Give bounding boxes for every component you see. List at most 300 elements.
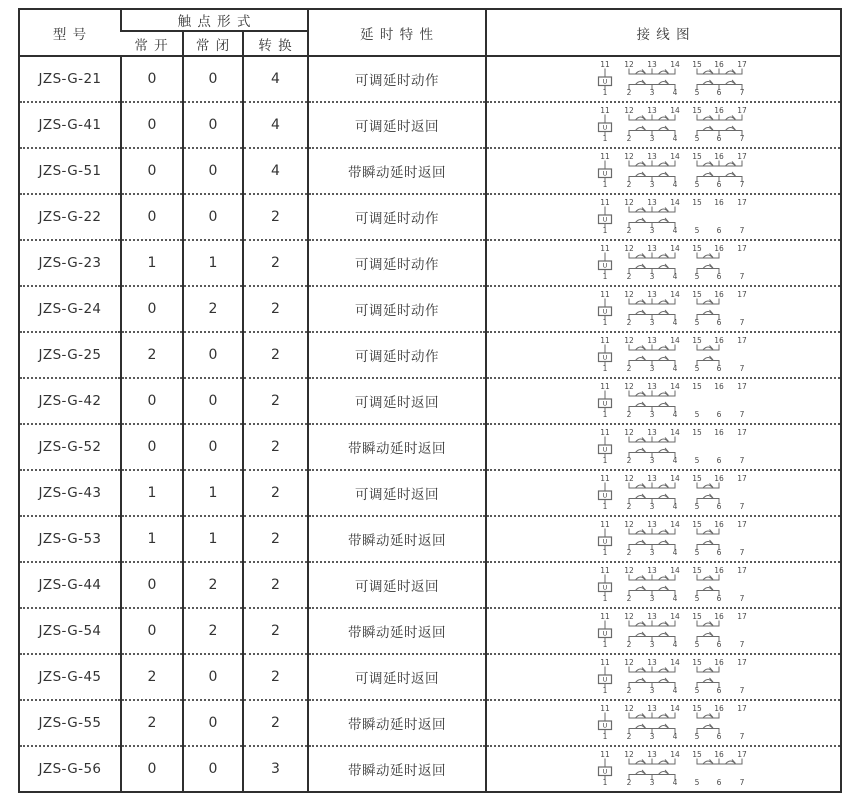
svg-text:17: 17 (737, 566, 747, 575)
svg-text:4: 4 (672, 180, 678, 189)
svg-text:13: 13 (647, 474, 657, 483)
svg-text:U: U (602, 721, 608, 730)
coil-symbol (599, 483, 612, 504)
svg-text:5: 5 (694, 364, 700, 373)
svg-text:6: 6 (716, 456, 722, 465)
svg-text:2: 2 (626, 778, 632, 787)
model-cell: JZS-G-51 (19, 148, 121, 194)
terminal-labels (600, 704, 747, 741)
wiring-diagram-cell (486, 378, 841, 424)
svg-text:15: 15 (692, 474, 702, 483)
svg-text:13: 13 (647, 198, 657, 207)
svg-text:3: 3 (649, 134, 655, 143)
svg-text:2: 2 (626, 88, 632, 97)
svg-text:5: 5 (694, 272, 700, 281)
svg-text:2: 2 (626, 226, 632, 235)
svg-text:7: 7 (739, 732, 745, 741)
svg-text:17: 17 (737, 658, 747, 667)
svg-text:2: 2 (626, 272, 632, 281)
terminal-labels (600, 474, 747, 511)
svg-text:6: 6 (716, 548, 722, 557)
changeover-count: 2 (243, 194, 308, 240)
svg-text:3: 3 (649, 456, 655, 465)
svg-text:6: 6 (716, 732, 722, 741)
delay-characteristic: 带瞬动延时返回 (308, 516, 486, 562)
delay-characteristic: 可调延时返回 (308, 470, 486, 516)
svg-text:U: U (602, 445, 608, 454)
svg-text:16: 16 (714, 382, 724, 391)
wiring-diagram-svg (487, 425, 840, 469)
svg-text:6: 6 (716, 318, 722, 327)
coil-symbol (599, 667, 612, 688)
svg-text:4: 4 (672, 502, 678, 511)
svg-text:2: 2 (626, 640, 632, 649)
svg-text:15: 15 (692, 290, 702, 299)
svg-text:7: 7 (739, 686, 745, 695)
svg-text:13: 13 (647, 428, 657, 437)
svg-text:7: 7 (739, 548, 745, 557)
coil-symbol (599, 253, 612, 274)
svg-text:11: 11 (600, 658, 610, 667)
svg-text:1: 1 (602, 502, 608, 511)
svg-text:6: 6 (716, 502, 722, 511)
svg-text:3: 3 (649, 502, 655, 511)
changeover-count: 4 (243, 102, 308, 148)
svg-text:12: 12 (624, 520, 634, 529)
svg-text:2: 2 (626, 502, 632, 511)
wiring-diagram-cell (486, 470, 841, 516)
svg-text:15: 15 (692, 704, 702, 713)
delay-characteristic: 带瞬动延时返回 (308, 746, 486, 792)
svg-text:15: 15 (692, 382, 702, 391)
svg-text:16: 16 (714, 152, 724, 161)
svg-text:5: 5 (694, 594, 700, 603)
svg-text:1: 1 (602, 272, 608, 281)
svg-text:15: 15 (692, 198, 702, 207)
svg-text:15: 15 (692, 520, 702, 529)
svg-text:11: 11 (600, 290, 610, 299)
model-cell: JZS-G-43 (19, 470, 121, 516)
coil-symbol (599, 161, 612, 182)
svg-text:6: 6 (716, 594, 722, 603)
normally-open-count: 0 (121, 424, 183, 470)
svg-text:7: 7 (739, 272, 745, 281)
svg-text:15: 15 (692, 152, 702, 161)
svg-text:13: 13 (647, 750, 657, 759)
delay-characteristic: 可调延时动作 (308, 240, 486, 286)
svg-text:11: 11 (600, 106, 610, 115)
terminal-labels (600, 60, 747, 97)
model-cell: JZS-G-24 (19, 286, 121, 332)
wiring-diagram-svg (487, 563, 840, 607)
svg-text:6: 6 (716, 180, 722, 189)
svg-text:17: 17 (737, 290, 747, 299)
svg-text:3: 3 (649, 732, 655, 741)
normally-closed-count: 0 (183, 332, 243, 378)
svg-text:14: 14 (670, 750, 680, 759)
svg-text:15: 15 (692, 750, 702, 759)
terminal-labels (600, 152, 747, 189)
normally-closed-count: 0 (183, 700, 243, 746)
svg-text:4: 4 (672, 364, 678, 373)
normally-open-count: 0 (121, 378, 183, 424)
changeover-count: 2 (243, 700, 308, 746)
svg-text:2: 2 (626, 594, 632, 603)
svg-text:14: 14 (670, 474, 680, 483)
terminal-labels (600, 336, 747, 373)
svg-text:12: 12 (624, 152, 634, 161)
delay-characteristic: 带瞬动延时返回 (308, 608, 486, 654)
normally-open-count: 0 (121, 608, 183, 654)
svg-text:3: 3 (649, 594, 655, 603)
wiring-diagram-cell (486, 516, 841, 562)
svg-text:2: 2 (626, 318, 632, 327)
svg-text:13: 13 (647, 612, 657, 621)
svg-text:11: 11 (600, 428, 610, 437)
svg-text:13: 13 (647, 152, 657, 161)
svg-text:U: U (602, 583, 608, 592)
table-row (19, 148, 841, 194)
wiring-diagram-svg (487, 57, 840, 101)
normally-closed-count: 1 (183, 516, 243, 562)
wiring-diagram-svg (487, 333, 840, 377)
svg-text:15: 15 (692, 428, 702, 437)
svg-text:16: 16 (714, 658, 724, 667)
svg-text:7: 7 (739, 134, 745, 143)
svg-text:15: 15 (692, 60, 702, 69)
svg-text:16: 16 (714, 612, 724, 621)
changeover-count: 2 (243, 470, 308, 516)
svg-text:U: U (602, 537, 608, 546)
terminal-labels (600, 566, 747, 603)
wiring-diagram-svg (487, 149, 840, 193)
normally-open-count: 0 (121, 56, 183, 102)
header-changeover: 转 换 (243, 31, 308, 56)
svg-text:14: 14 (670, 152, 680, 161)
svg-text:6: 6 (716, 410, 722, 419)
normally-open-count: 2 (121, 700, 183, 746)
normally-open-count: 2 (121, 332, 183, 378)
svg-text:7: 7 (739, 180, 745, 189)
svg-text:1: 1 (602, 180, 608, 189)
model-cell: JZS-G-55 (19, 700, 121, 746)
svg-text:U: U (602, 629, 608, 638)
svg-text:13: 13 (647, 704, 657, 713)
changeover-count: 3 (243, 746, 308, 792)
terminal-labels (600, 750, 747, 787)
header-normally-closed: 常 闭 (183, 31, 243, 56)
normally-open-count: 1 (121, 516, 183, 562)
model-cell: JZS-G-41 (19, 102, 121, 148)
coil-symbol (599, 621, 612, 642)
svg-text:16: 16 (714, 60, 724, 69)
model-cell: JZS-G-53 (19, 516, 121, 562)
svg-text:1: 1 (602, 318, 608, 327)
delay-characteristic: 带瞬动延时返回 (308, 424, 486, 470)
svg-text:1: 1 (602, 686, 608, 695)
wiring-diagram-cell (486, 194, 841, 240)
normally-open-count: 0 (121, 746, 183, 792)
changeover-count: 2 (243, 608, 308, 654)
table-row (19, 608, 841, 654)
svg-text:13: 13 (647, 382, 657, 391)
svg-text:5: 5 (694, 640, 700, 649)
svg-text:U: U (602, 261, 608, 270)
table-row (19, 470, 841, 516)
svg-text:14: 14 (670, 658, 680, 667)
svg-text:4: 4 (672, 88, 678, 97)
svg-text:16: 16 (714, 198, 724, 207)
table-row (19, 378, 841, 424)
svg-text:3: 3 (649, 686, 655, 695)
svg-text:12: 12 (624, 60, 634, 69)
svg-text:5: 5 (694, 502, 700, 511)
svg-text:U: U (602, 307, 608, 316)
svg-text:7: 7 (739, 410, 745, 419)
svg-text:17: 17 (737, 60, 747, 69)
svg-text:4: 4 (672, 686, 678, 695)
svg-text:6: 6 (716, 226, 722, 235)
svg-text:4: 4 (672, 272, 678, 281)
wiring-diagram-svg (487, 517, 840, 561)
svg-text:7: 7 (739, 594, 745, 603)
svg-text:11: 11 (600, 566, 610, 575)
svg-text:5: 5 (694, 686, 700, 695)
svg-text:12: 12 (624, 382, 634, 391)
svg-text:7: 7 (739, 778, 745, 787)
table-row (19, 516, 841, 562)
terminal-labels (600, 106, 747, 143)
svg-text:15: 15 (692, 566, 702, 575)
svg-text:1: 1 (602, 364, 608, 373)
svg-text:2: 2 (626, 686, 632, 695)
wiring-diagram-cell (486, 654, 841, 700)
wiring-diagram-cell (486, 148, 841, 194)
svg-text:U: U (602, 399, 608, 408)
coil-symbol (599, 391, 612, 412)
svg-text:4: 4 (672, 226, 678, 235)
svg-text:5: 5 (694, 732, 700, 741)
wiring-diagram-svg (487, 701, 840, 745)
wiring-diagram-cell (486, 424, 841, 470)
svg-text:12: 12 (624, 566, 634, 575)
table-row (19, 746, 841, 792)
delay-characteristic: 可调延时返回 (308, 562, 486, 608)
model-cell: JZS-G-56 (19, 746, 121, 792)
svg-text:14: 14 (670, 382, 680, 391)
svg-text:12: 12 (624, 658, 634, 667)
svg-text:15: 15 (692, 336, 702, 345)
normally-open-count: 1 (121, 470, 183, 516)
svg-text:1: 1 (602, 410, 608, 419)
table-row (19, 424, 841, 470)
svg-text:11: 11 (600, 704, 610, 713)
changeover-count: 2 (243, 654, 308, 700)
svg-text:16: 16 (714, 244, 724, 253)
wiring-diagram-cell (486, 56, 841, 102)
wiring-diagram-svg (487, 747, 840, 791)
svg-text:13: 13 (647, 566, 657, 575)
svg-text:14: 14 (670, 244, 680, 253)
svg-text:2: 2 (626, 180, 632, 189)
svg-text:12: 12 (624, 290, 634, 299)
svg-text:17: 17 (737, 198, 747, 207)
svg-text:2: 2 (626, 456, 632, 465)
svg-text:12: 12 (624, 474, 634, 483)
terminal-labels (600, 244, 747, 281)
normally-open-count: 0 (121, 194, 183, 240)
svg-text:U: U (602, 169, 608, 178)
svg-text:6: 6 (716, 778, 722, 787)
svg-text:14: 14 (670, 106, 680, 115)
svg-text:14: 14 (670, 336, 680, 345)
wiring-diagram-cell (486, 332, 841, 378)
svg-text:6: 6 (716, 272, 722, 281)
header-delay-characteristic: 延 时 特 性 (308, 9, 486, 56)
table-row (19, 332, 841, 378)
svg-text:12: 12 (624, 106, 634, 115)
table-row (19, 562, 841, 608)
svg-text:12: 12 (624, 244, 634, 253)
changeover-count: 2 (243, 562, 308, 608)
svg-text:3: 3 (649, 778, 655, 787)
wiring-diagram-cell (486, 286, 841, 332)
svg-text:13: 13 (647, 520, 657, 529)
svg-text:1: 1 (602, 778, 608, 787)
svg-text:4: 4 (672, 318, 678, 327)
svg-text:2: 2 (626, 732, 632, 741)
changeover-count: 2 (243, 286, 308, 332)
svg-text:2: 2 (626, 364, 632, 373)
svg-text:5: 5 (694, 134, 700, 143)
svg-text:2: 2 (626, 134, 632, 143)
coil-symbol (599, 69, 612, 90)
svg-text:12: 12 (624, 198, 634, 207)
terminal-labels (600, 658, 747, 695)
normally-open-count: 1 (121, 240, 183, 286)
model-cell: JZS-G-45 (19, 654, 121, 700)
svg-text:11: 11 (600, 382, 610, 391)
wiring-diagram-svg (487, 379, 840, 423)
svg-text:4: 4 (672, 134, 678, 143)
svg-text:U: U (602, 215, 608, 224)
svg-text:14: 14 (670, 60, 680, 69)
svg-text:7: 7 (739, 502, 745, 511)
svg-text:13: 13 (647, 658, 657, 667)
coil-symbol (599, 115, 612, 136)
delay-characteristic: 可调延时动作 (308, 286, 486, 332)
delay-characteristic: 带瞬动延时返回 (308, 700, 486, 746)
wiring-diagram-cell (486, 562, 841, 608)
changeover-count: 2 (243, 424, 308, 470)
svg-text:3: 3 (649, 272, 655, 281)
svg-text:12: 12 (624, 428, 634, 437)
svg-text:6: 6 (716, 686, 722, 695)
svg-text:5: 5 (694, 318, 700, 327)
svg-text:U: U (602, 77, 608, 86)
changeover-count: 4 (243, 148, 308, 194)
svg-text:7: 7 (739, 226, 745, 235)
svg-text:2: 2 (626, 410, 632, 419)
model-cell: JZS-G-22 (19, 194, 121, 240)
delay-characteristic: 可调延时动作 (308, 56, 486, 102)
table-row (19, 56, 841, 102)
normally-closed-count: 1 (183, 470, 243, 516)
svg-text:6: 6 (716, 364, 722, 373)
svg-text:14: 14 (670, 198, 680, 207)
normally-closed-count: 0 (183, 102, 243, 148)
svg-text:17: 17 (737, 750, 747, 759)
svg-text:1: 1 (602, 226, 608, 235)
svg-text:4: 4 (672, 548, 678, 557)
svg-text:7: 7 (739, 88, 745, 97)
svg-text:1: 1 (602, 732, 608, 741)
svg-text:11: 11 (600, 612, 610, 621)
svg-text:3: 3 (649, 88, 655, 97)
coil-symbol (599, 299, 612, 320)
svg-text:13: 13 (647, 336, 657, 345)
svg-text:14: 14 (670, 428, 680, 437)
svg-text:12: 12 (624, 704, 634, 713)
delay-characteristic: 可调延时返回 (308, 102, 486, 148)
svg-text:17: 17 (737, 612, 747, 621)
svg-text:5: 5 (694, 180, 700, 189)
coil-symbol (599, 207, 612, 228)
svg-text:13: 13 (647, 60, 657, 69)
svg-text:11: 11 (600, 198, 610, 207)
svg-text:4: 4 (672, 732, 678, 741)
table-row (19, 240, 841, 286)
svg-text:11: 11 (600, 336, 610, 345)
svg-text:16: 16 (714, 704, 724, 713)
model-cell: JZS-G-54 (19, 608, 121, 654)
delay-characteristic: 可调延时动作 (308, 332, 486, 378)
svg-text:15: 15 (692, 612, 702, 621)
normally-closed-count: 0 (183, 378, 243, 424)
wiring-diagram-svg (487, 241, 840, 285)
model-cell: JZS-G-25 (19, 332, 121, 378)
svg-text:5: 5 (694, 548, 700, 557)
wiring-diagram-svg (487, 195, 840, 239)
coil-symbol (599, 759, 612, 780)
svg-text:11: 11 (600, 474, 610, 483)
svg-text:U: U (602, 123, 608, 132)
changeover-count: 2 (243, 240, 308, 286)
normally-closed-count: 0 (183, 746, 243, 792)
normally-open-count: 0 (121, 148, 183, 194)
svg-text:17: 17 (737, 474, 747, 483)
svg-text:5: 5 (694, 456, 700, 465)
svg-text:4: 4 (672, 456, 678, 465)
svg-text:1: 1 (602, 640, 608, 649)
svg-text:3: 3 (649, 180, 655, 189)
svg-text:13: 13 (647, 106, 657, 115)
svg-text:14: 14 (670, 704, 680, 713)
svg-text:16: 16 (714, 474, 724, 483)
svg-text:12: 12 (624, 612, 634, 621)
header-model: 型 号 (19, 9, 121, 56)
svg-text:5: 5 (694, 410, 700, 419)
svg-text:3: 3 (649, 364, 655, 373)
normally-closed-count: 2 (183, 286, 243, 332)
normally-open-count: 0 (121, 102, 183, 148)
svg-text:11: 11 (600, 244, 610, 253)
svg-text:12: 12 (624, 336, 634, 345)
terminal-labels (600, 382, 747, 419)
svg-text:11: 11 (600, 520, 610, 529)
table-row (19, 286, 841, 332)
terminal-labels (600, 520, 747, 557)
